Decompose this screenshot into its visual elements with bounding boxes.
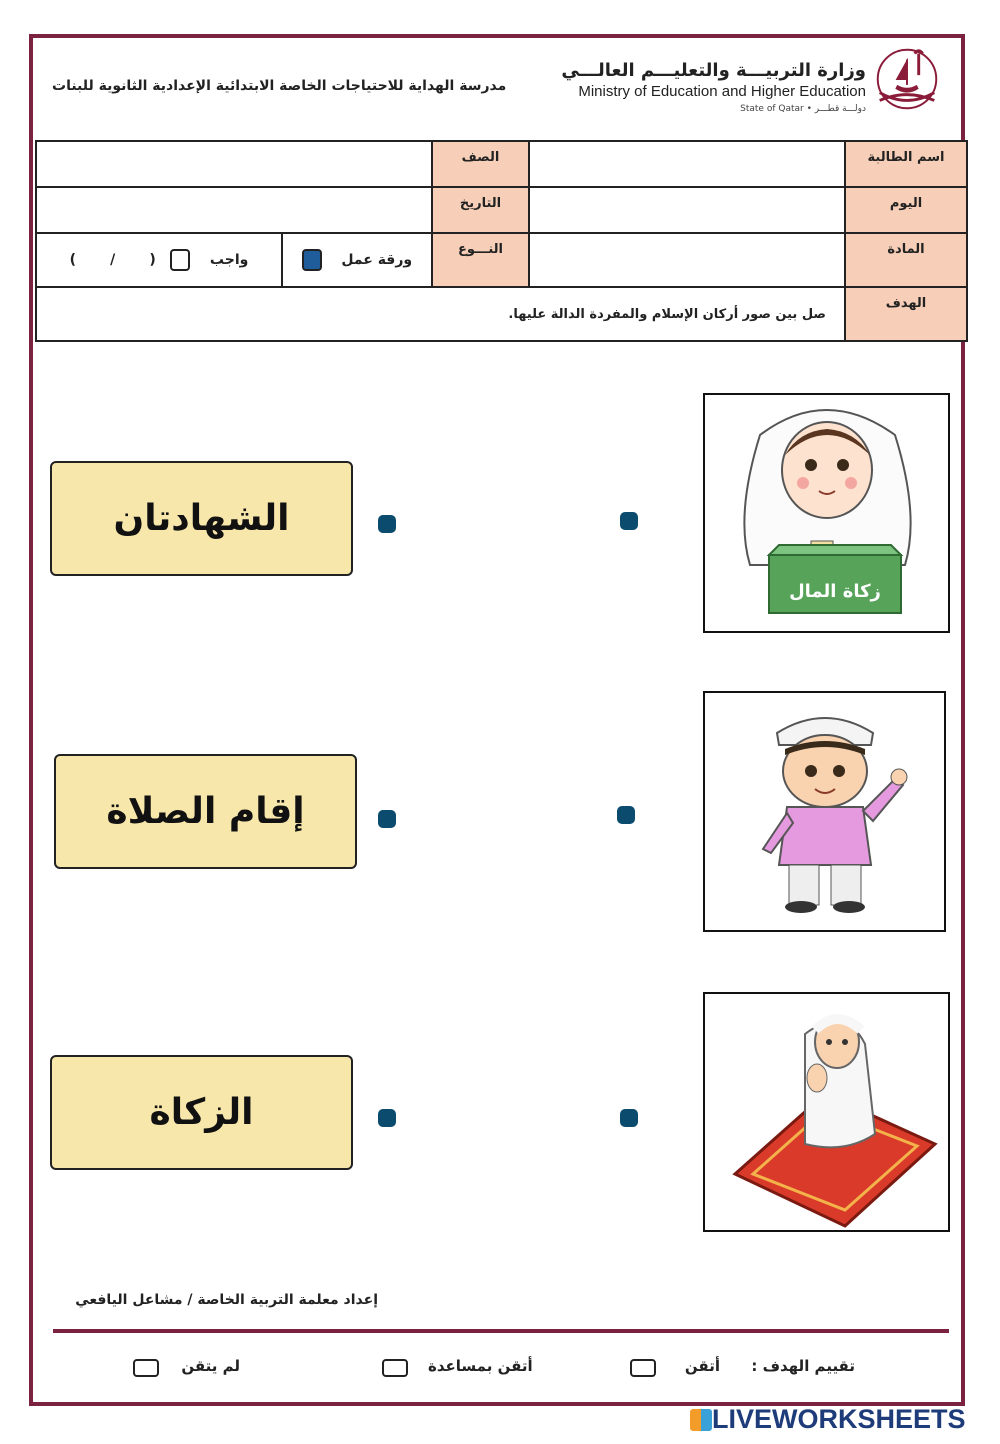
homework-label: واجب	[209, 252, 249, 268]
day-field[interactable]	[529, 187, 845, 233]
liveworksheets-watermark: LIVEWORKSHEETS	[690, 1404, 990, 1438]
state-of-qatar: State of Qatar • دولـــة قطـــر	[740, 104, 866, 114]
info-table	[35, 140, 968, 342]
picture-1-dot[interactable]	[620, 512, 638, 530]
word-3-dot[interactable]	[378, 1109, 396, 1127]
eval-label: تقييم الهدف :	[751, 1357, 855, 1375]
picture-shahada	[703, 691, 946, 932]
goal-text: صل بين صور أركان الإسلام والمفردة الدالة عليها.	[36, 287, 845, 341]
not-mastered-checkbox[interactable]	[133, 1359, 159, 1377]
word-zakat[interactable]: الزكاة	[50, 1055, 353, 1170]
day-label: اليوم	[845, 187, 967, 233]
homework-option	[36, 233, 282, 287]
class-label: الصف	[432, 141, 529, 187]
ministry-name-arabic: وزارة التربيـــة والتعليـــم العالـــي	[561, 60, 866, 81]
word-shahadatan[interactable]: الشهادتان	[50, 461, 353, 576]
teacher-credit: إعداد معلمة التربية الخاصة / مشاعل اليافعي	[75, 1292, 378, 1308]
mastered-label: أتقن	[684, 1357, 720, 1375]
boy-shahada-icon	[705, 693, 944, 930]
student-name-field[interactable]	[529, 141, 845, 187]
girl-praying-rug-icon	[705, 994, 948, 1230]
subject-label: المادة	[845, 233, 967, 287]
worksheet-label: ورقة عمل	[341, 252, 413, 268]
type-label: النـــوع	[432, 233, 529, 287]
footer-divider	[53, 1329, 949, 1333]
goal-label: الهدف	[845, 287, 967, 341]
worksheet-checkbox[interactable]	[302, 249, 322, 271]
liveworksheets-logo-icon	[690, 1409, 712, 1431]
picture-2-dot[interactable]	[617, 806, 635, 824]
picture-3-dot[interactable]	[620, 1109, 638, 1127]
date-field[interactable]	[36, 187, 432, 233]
mastered-checkbox[interactable]	[630, 1359, 656, 1377]
not-mastered-label: لم يتقن	[181, 1357, 240, 1375]
student-name-label: اسم الطالبة	[845, 141, 967, 187]
school-name: مدرسة الهداية للاحتياجات الخاصة الابتدائية الإعدادية الثانوية للبنات	[52, 78, 507, 94]
word-2-dot[interactable]	[378, 810, 396, 828]
mastered-with-help-checkbox[interactable]	[382, 1359, 408, 1377]
mastered-with-help-label: أتقن بمساعدة	[428, 1357, 533, 1375]
qatar-emblem-icon	[868, 40, 946, 118]
picture-prayer	[703, 992, 950, 1232]
ministry-name-english: Ministry of Education and Higher Education	[578, 83, 866, 100]
subject-field[interactable]	[529, 233, 845, 287]
date-blank: ( / )	[69, 252, 156, 268]
picture-zakat	[703, 393, 950, 633]
zakat-box-caption: زكاة المال	[789, 581, 881, 602]
worksheet-option	[282, 233, 432, 287]
date-label: التاريخ	[432, 187, 529, 233]
homework-checkbox[interactable]	[170, 249, 190, 271]
class-field[interactable]	[36, 141, 432, 187]
word-iqam-salah[interactable]: إقام الصلاة	[54, 754, 357, 869]
girl-zakat-box-icon	[705, 395, 948, 631]
word-1-dot[interactable]	[378, 515, 396, 533]
